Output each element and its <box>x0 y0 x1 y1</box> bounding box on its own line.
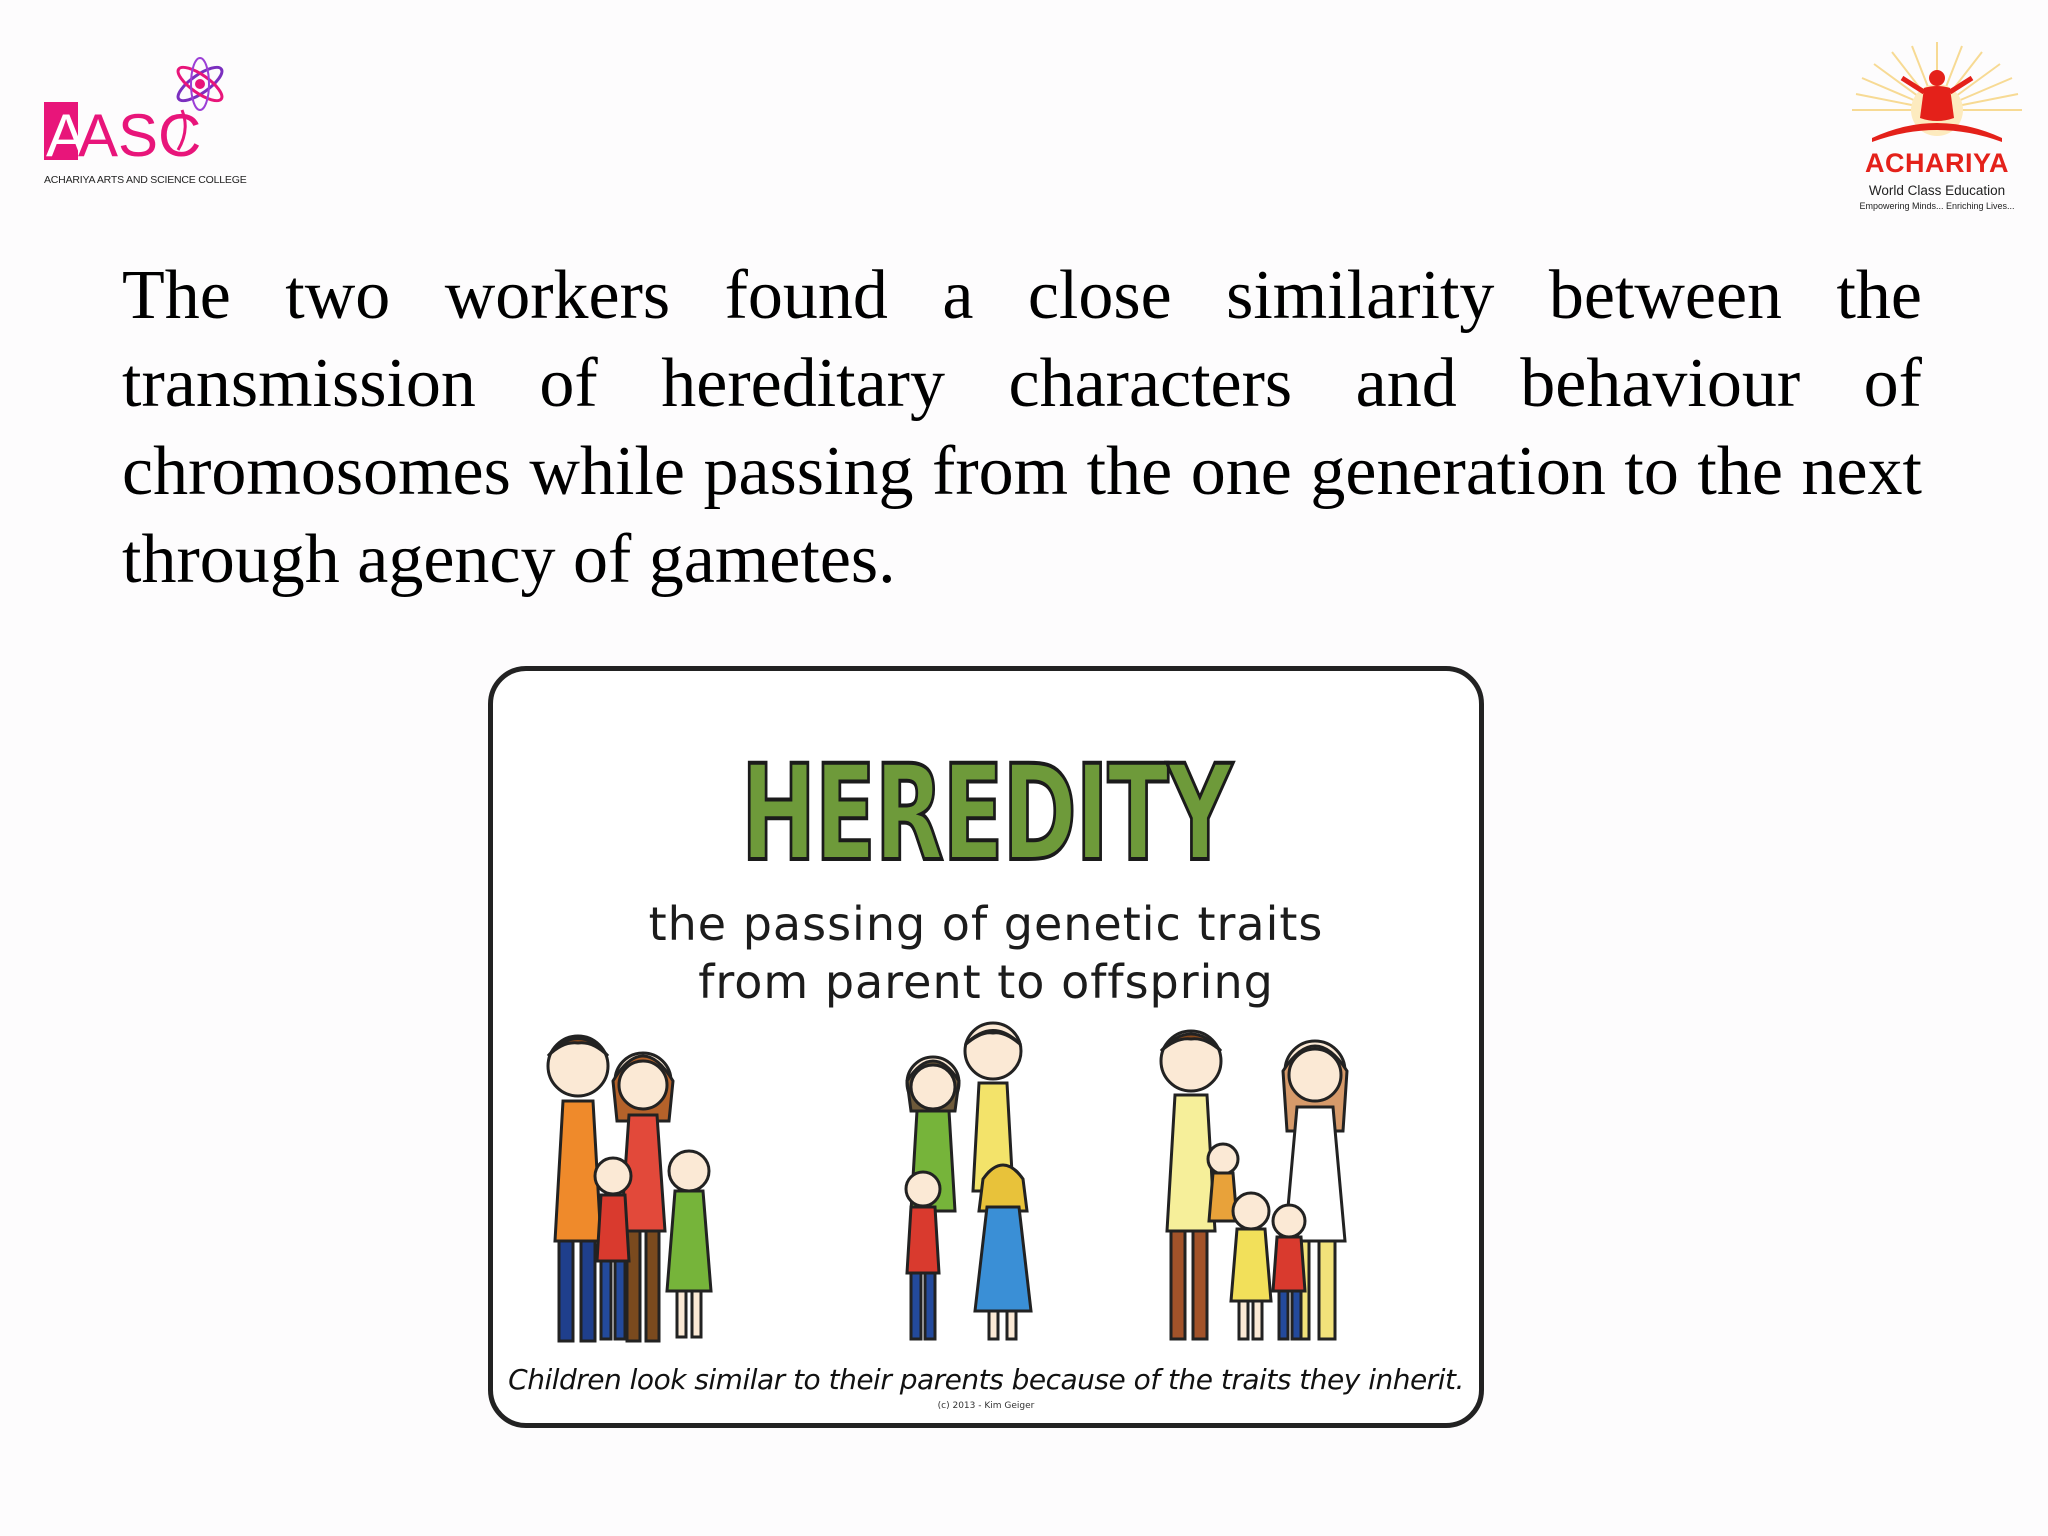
aasc-logo-caption: ACHARIYA ARTS AND SCIENCE COLLEGE <box>44 174 247 186</box>
poster-credit: (c) 2013 - Kim Geiger <box>937 1401 1035 1411</box>
poster-title-art <box>493 671 1479 901</box>
family-group-3 <box>1161 1031 1347 1339</box>
family-illustrations <box>493 1011 1479 1361</box>
family-group-1 <box>548 1036 711 1341</box>
heredity-poster <box>488 666 1484 1428</box>
svg-text:A: A <box>46 102 87 169</box>
aasc-logo-mark <box>40 50 240 174</box>
aasc-logo <box>40 50 247 190</box>
poster-caption: Children look similar to their parents because of the traits they inherit. <box>508 1363 1464 1396</box>
family-group-2 <box>906 1023 1031 1339</box>
achariya-brand: ACHARIYA <box>1864 148 2010 178</box>
achariya-motto: Empowering Minds... Enriching Lives... <box>1859 201 2015 211</box>
poster-subtitle-line1: the passing of genetic traits <box>648 897 1324 951</box>
poster-subtitle-line2: from parent to offspring <box>698 955 1274 1009</box>
achariya-tagline: World Class Education <box>1868 183 2006 198</box>
achariya-emblem <box>1832 38 2042 150</box>
svg-text:ASC: ASC <box>78 102 202 169</box>
slide-paragraph: The two workers found a close similarity between the transmission of hereditary characters and behaviour of chromosomes while passing from the one generation to the next through agency of gametes. <box>122 257 1922 598</box>
achariya-logo <box>1832 38 2042 228</box>
poster-title: HEREDITY <box>741 737 1234 891</box>
